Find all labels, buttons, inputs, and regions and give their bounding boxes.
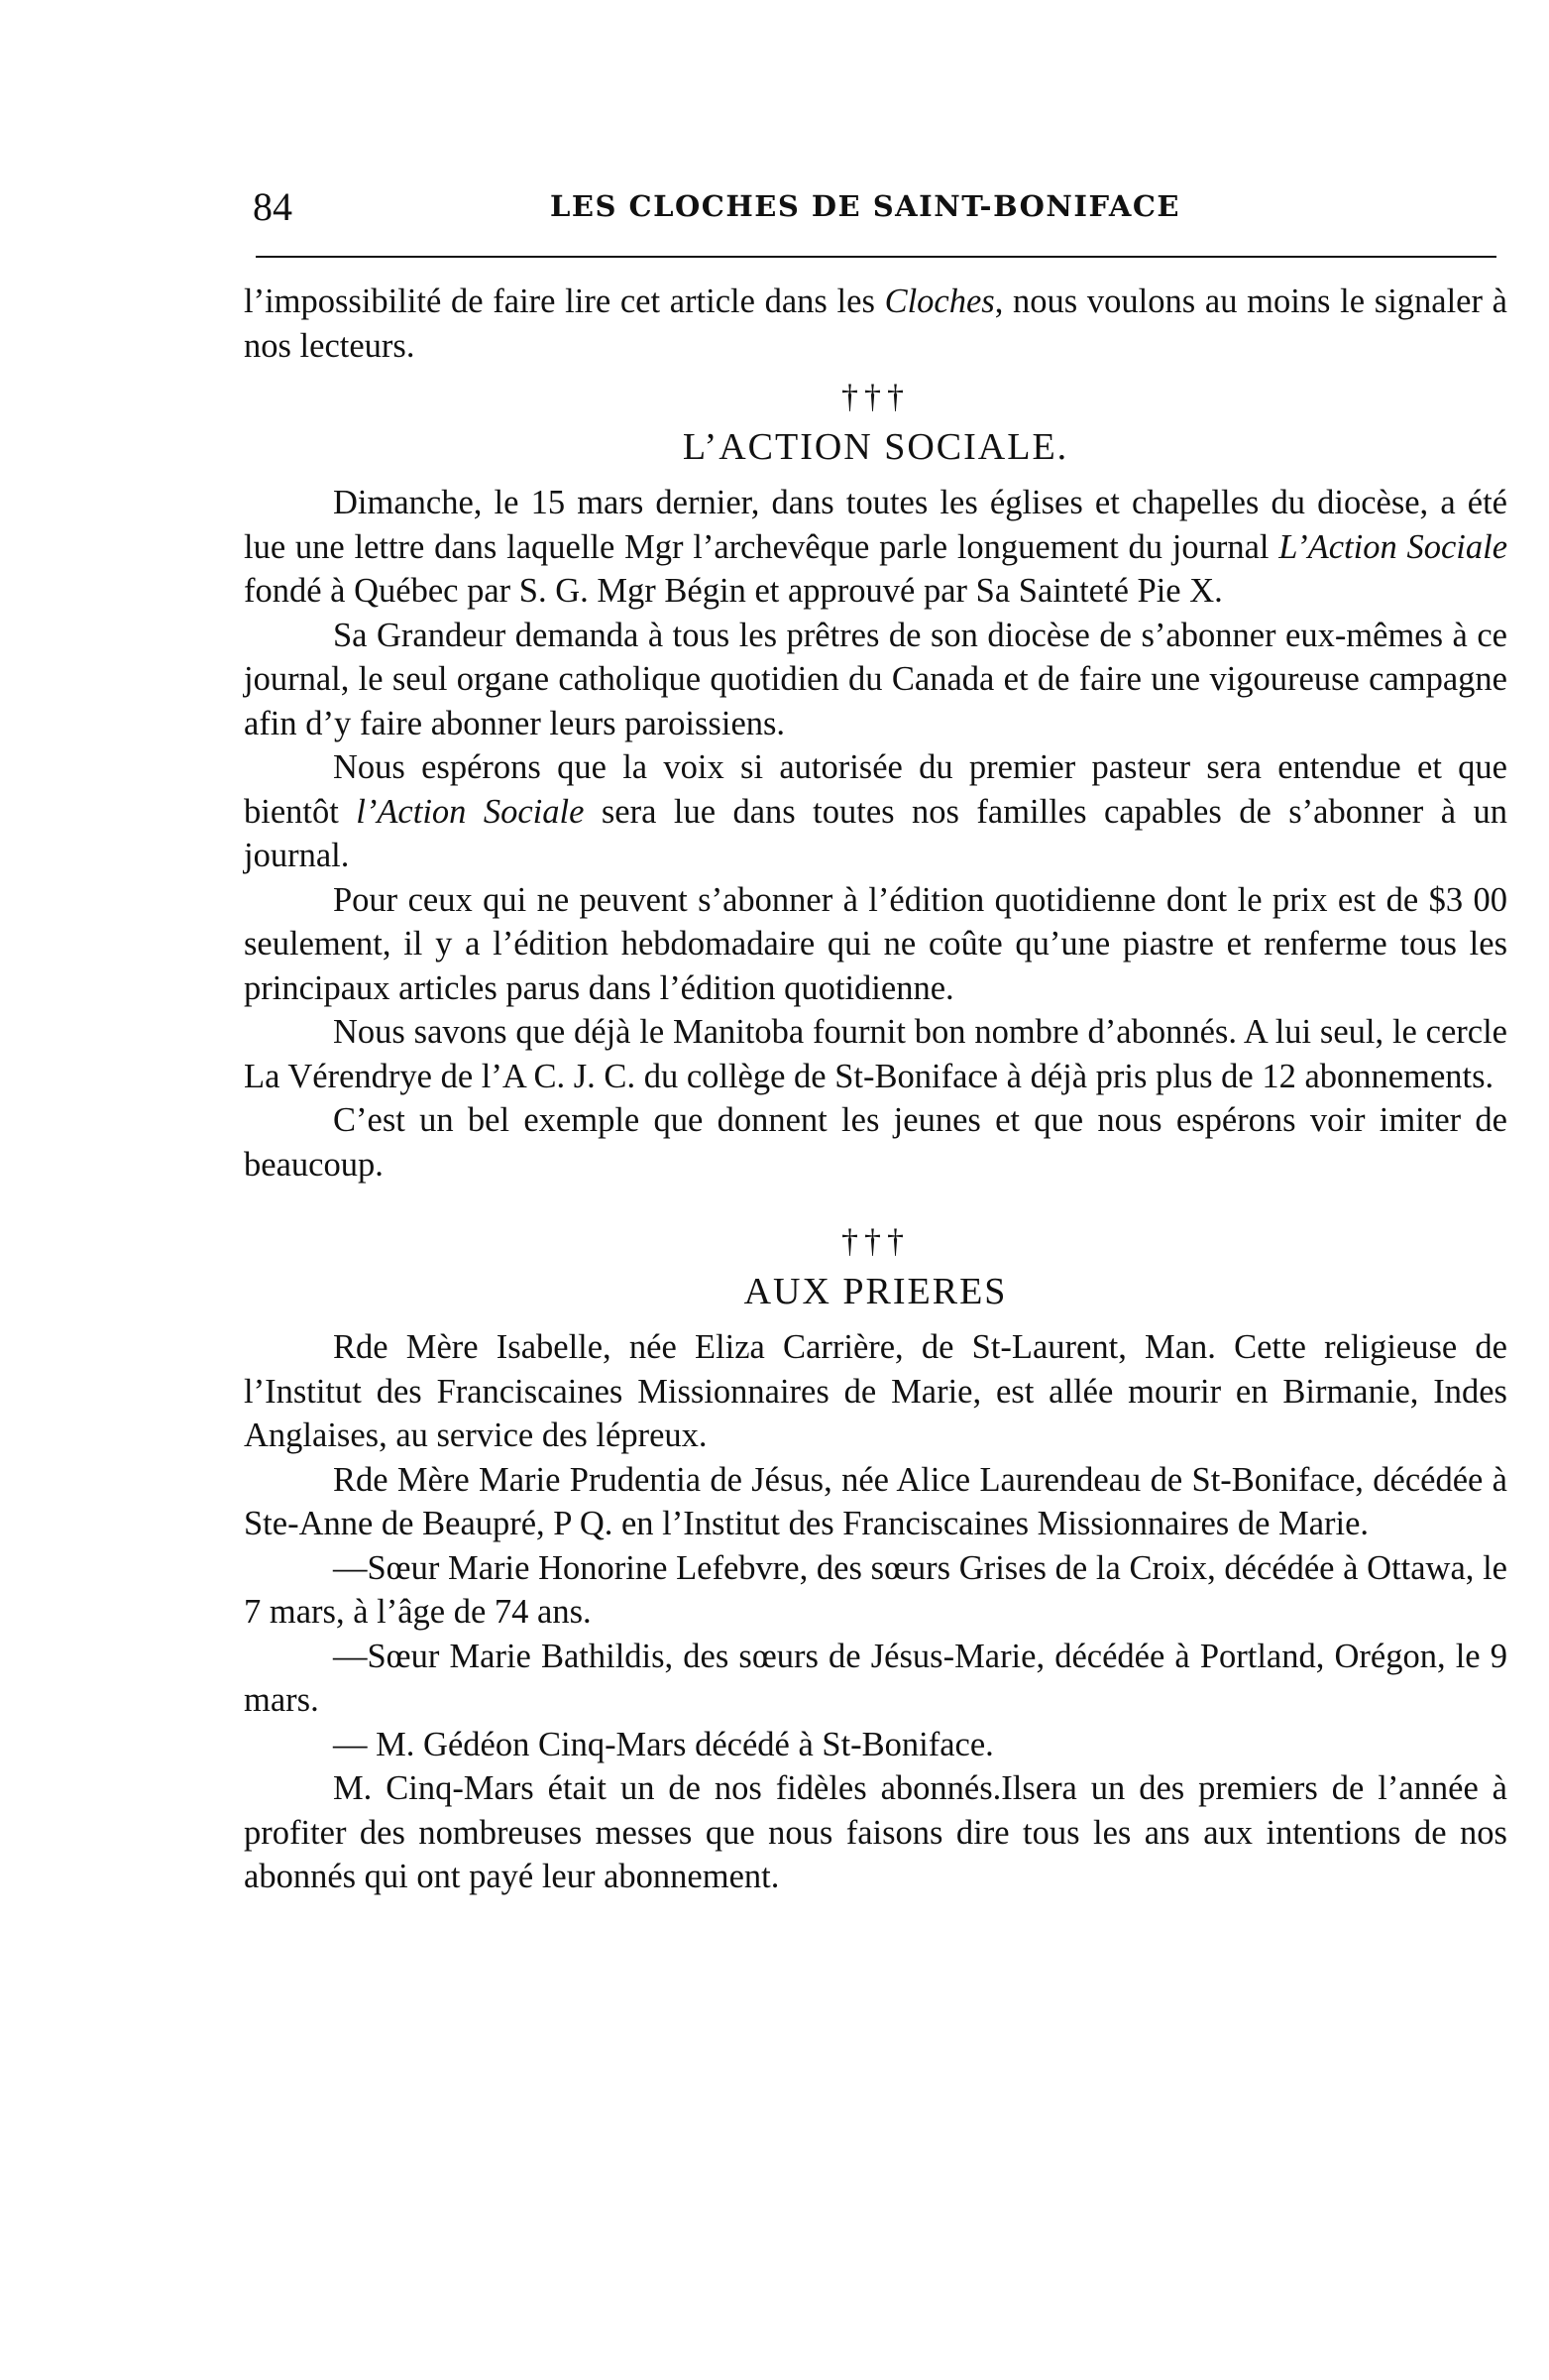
intro-text-a: l’impossibilité de faire lire cet article dans les [244, 283, 885, 320]
header-rule [256, 256, 1496, 258]
paragraph: — M. Gédéon Cinq-Mars décédé à St-Boniface. [333, 1725, 994, 1763]
text-run: Nous espérons que la voix si autorisée du premier pasteur sera entendue et que bientôt [244, 748, 1507, 831]
page-number: 84 [253, 184, 292, 229]
intro-paragraph [244, 280, 1507, 368]
page-header [253, 183, 1501, 233]
section-divider-crosses: ††† [841, 379, 910, 415]
intro-text-b: , nous voulons au moins le signaler à nos lecteurs. [244, 283, 1507, 365]
section-title-aux-prieres: AUX PRIERES [743, 1271, 1008, 1312]
paragraph: Pour ceux qui ne peuvent s’abonner à l’édition quotidienne dont le prix est de $3 00 seulement, il y a l’édition hebdomadaire qui ne coûte qu’une piastre et renferme tous les principaux articles parus dans l’édition quotidienne. [244, 880, 1507, 1007]
paragraph: Rde Mère Marie Prudentia de Jésus, née Alice Laurendeau de St-Boniface, décédée à Ste-Anne de Beaupré, P Q. en l’Institut des Franciscaines Missionnaires de Marie. [244, 1460, 1507, 1542]
intro-italic: Cloches [884, 283, 995, 320]
text-run: sera lue dans toutes nos familles capables de s’abonner à un journal. [244, 792, 1507, 874]
section-divider-crosses: ††† [841, 1223, 910, 1260]
paragraph: —Sœur Marie Bathildis, des sœurs de Jésus-Marie, décédée à Portland, Orégon, le 9 mars. [244, 1637, 1507, 1719]
text-run: fondé à Québec par S. G. Mgr Bégin et approuvé par Sa Sainteté Pie X. [244, 572, 1223, 610]
section-title-action-sociale: L’ACTION SOCIALE. [682, 426, 1069, 468]
page-body [244, 280, 1507, 1899]
running-title: LES CLOCHES DE SAINT-BONIFACE [550, 189, 1181, 223]
italic-title: L’Action Sociale [1278, 527, 1508, 566]
text-run: Dimanche, le 15 mars dernier, dans toutes les églises et chapelles du diocèse, a été lue une lettre dans laquelle Mgr l’archevêque parle longuement du journal [244, 484, 1507, 566]
paragraph: C’est un bel exemple que donnent les jeunes et que nous espérons voir imiter de beaucoup. [244, 1101, 1507, 1184]
paragraph: Sa Grandeur demanda à tous les prêtres de son diocèse de s’abonner eux-mêmes à ce journal, le seul organe catholique quotidien du Canada et de faire une vigoureuse campagne afin d’y faire abonner leurs paroissiens. [244, 616, 1507, 742]
paragraph: M. Cinq-Mars était un de nos fidèles abonnés.Ilsera un des premiers de l’année à profiter des nombreuses messes que nous faisons dire tous les ans aux intentions de nos abonnés qui ont payé leur abonnement. [244, 1769, 1507, 1895]
paragraph: —Sœur Marie Honorine Lefebvre, des sœurs Grises de la Croix, décédée à Ottawa, le 7 mars, à l’âge de 74 ans. [244, 1548, 1507, 1631]
spacer [244, 1187, 1507, 1212]
paragraph: Rde Mère Isabelle, née Eliza Carrière, de St-Laurent, Man. Cette religieuse de l’Institut des Franciscaines Missionnaires de Marie, est allée mourir en Birmanie, Indes Anglaises, au service des lépreux. [244, 1328, 1507, 1454]
paragraph [244, 745, 1507, 878]
paragraph: Nous savons que déjà le Manitoba fournit bon nombre d’abonnés. A lui seul, le cercle La Vérendrye de l’A C. J. C. du collège de St-Boniface à déjà pris plus de 12 abonnements. [244, 1013, 1507, 1095]
italic-title: l’Action Sociale [356, 792, 585, 831]
paragraph [244, 481, 1507, 614]
